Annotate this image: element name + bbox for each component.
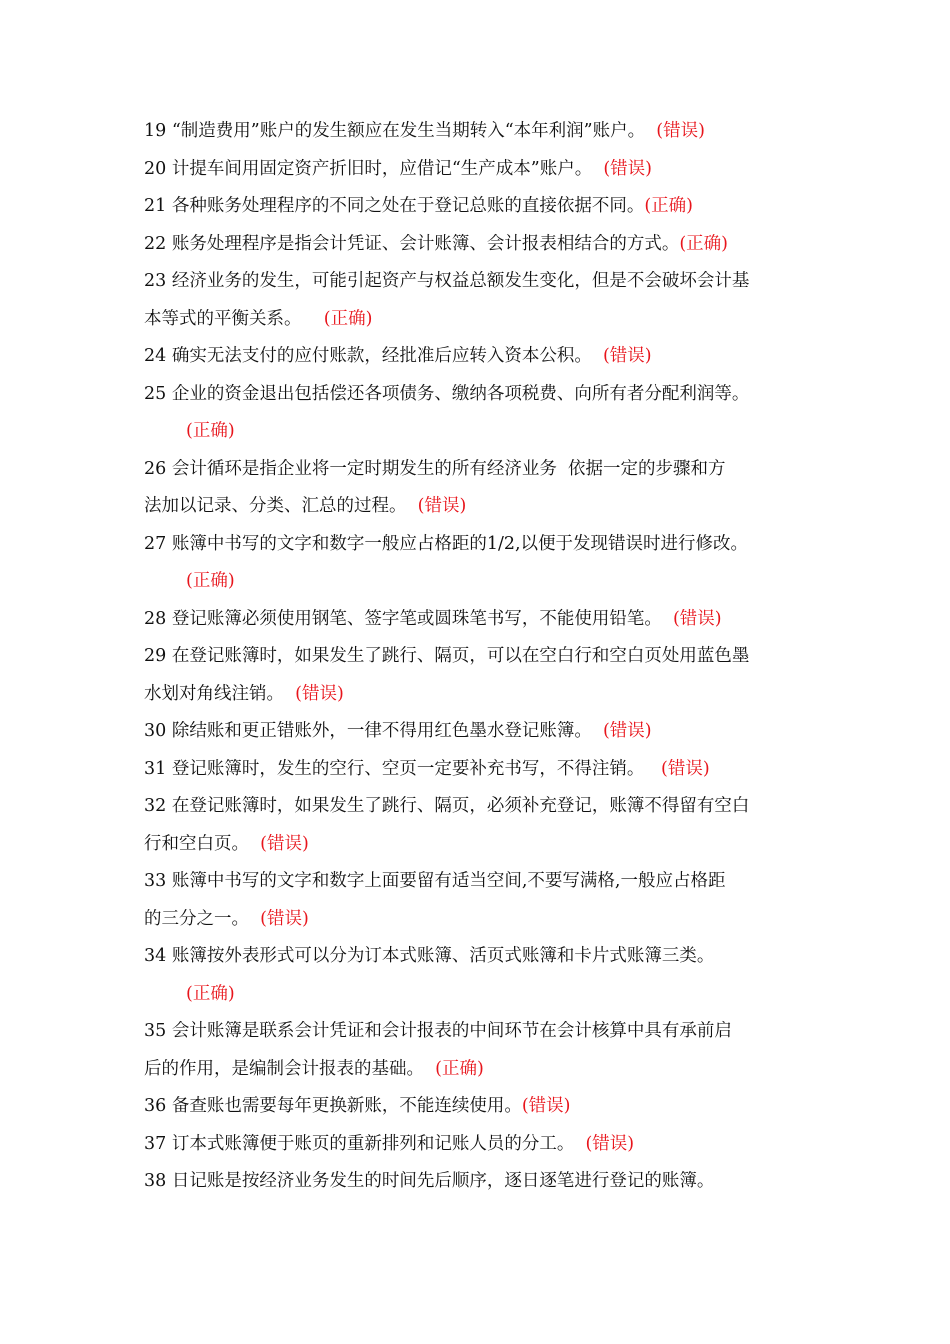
question-line <box>144 1019 732 1043</box>
question-text: 31 登记账簿时，发生的空行、空页一定要补充书写，不得注销。 <box>144 759 662 779</box>
question-text: 29 在登记账簿时，如果发生了跳行、隔页，可以在空白行和空白页处用蓝色墨 <box>144 646 750 666</box>
question-text: 19 “制造费用”账户的发生额应在发生当期转入“本年利润”账户。 <box>144 121 657 141</box>
question-line <box>144 157 652 181</box>
answer-mark: (正确) <box>323 309 373 329</box>
question-text: 21 各种账务处理程序的不同之处在于登记总账的直接依据不同。 <box>144 196 645 216</box>
question-text: 22 账务处理程序是指会计凭证、会计账簿、会计报表相结合的方式。 <box>144 234 680 254</box>
question-line <box>144 119 705 143</box>
answer-mark: (错误) <box>417 496 467 516</box>
question-line <box>144 344 652 368</box>
question-text: 34 账簿按外表形式可以分为订本式账簿、活页式账簿和卡片式账簿三类。 <box>144 946 715 966</box>
answer-mark: (错误) <box>661 759 710 779</box>
question-text: 27 账簿中书写的文字和数字一般应占格距的1/2,以便于发现错误时进行修改。 <box>144 534 749 554</box>
question-line <box>144 644 749 668</box>
answer-mark: (正确) <box>186 421 235 441</box>
question-line <box>144 1132 634 1156</box>
answer-mark: (正确) <box>644 196 693 216</box>
answer-mark: (错误) <box>295 684 344 704</box>
question-text: 24 确实无法支付的应付账款，经批准后应转入资本公积。 <box>144 346 603 366</box>
answer-mark: (错误) <box>603 159 653 179</box>
question-line <box>144 269 749 293</box>
answer-mark: (错误) <box>672 609 722 629</box>
question-line <box>144 532 748 556</box>
answer-mark: (错误) <box>260 909 309 929</box>
question-line <box>144 457 725 481</box>
question-line <box>144 869 725 893</box>
question-line <box>144 607 722 631</box>
question-line <box>144 794 749 818</box>
question-text: 法加以记录、分类、汇总的过程。 <box>144 496 418 516</box>
question-line <box>144 907 309 931</box>
answer-mark: (错误) <box>602 346 652 366</box>
question-line <box>144 682 344 706</box>
question-text: 25 企业的资金退出包括偿还各项债务、缴纳各项税费、向所有者分配利润等。 <box>144 384 750 404</box>
question-line <box>144 494 466 518</box>
answer-mark: (错误) <box>602 721 652 741</box>
question-line <box>144 1169 714 1193</box>
question-text: 的三分之一。 <box>144 909 261 929</box>
question-line <box>144 944 714 968</box>
answer-mark: (错误) <box>521 1096 571 1116</box>
question-text: 26 会计循环是指企业将一定时期发生的所有经济业务 依据一定的步骤和方 <box>144 459 726 479</box>
question-text: 30 除结账和更正错账外，一律不得用红色墨水登记账簿。 <box>144 721 603 741</box>
question-line <box>144 232 728 256</box>
question-line <box>144 382 749 406</box>
question-text: 35 会计账簿是联系会计凭证和会计报表的中间环节在会计核算中具有承前启 <box>144 1021 732 1041</box>
question-line <box>186 419 235 443</box>
answer-mark: (正确) <box>186 571 235 591</box>
question-text: 33 账簿中书写的文字和数字上面要留有适当空间,不要写满格,一般应占格距 <box>144 871 726 891</box>
question-line <box>144 1094 571 1118</box>
question-line <box>144 719 652 743</box>
question-line <box>144 194 693 218</box>
question-text: 23 经济业务的发生，可能引起资产与权益总额发生变化，但是不会破坏会计基 <box>144 271 750 291</box>
question-text: 本等式的平衡关系。 <box>144 309 324 329</box>
question-line <box>144 832 309 856</box>
question-line <box>186 569 235 593</box>
question-text: 38 日记账是按经济业务发生的时间先后顺序，逐日逐笔进行登记的账簿。 <box>144 1171 715 1191</box>
question-line <box>144 757 710 781</box>
question-text: 28 登记账簿必须使用钢笔、签字笔或圆珠笔书写，不能使用铅笔。 <box>144 609 673 629</box>
answer-mark: (错误) <box>585 1134 635 1154</box>
question-text: 32 在登记账簿时，如果发生了跳行、隔页，必须补充登记，账簿不得留有空白 <box>144 796 750 816</box>
question-line <box>144 307 372 331</box>
question-line <box>186 982 235 1006</box>
question-line <box>144 1057 484 1081</box>
question-text: 行和空白页。 <box>144 834 261 854</box>
question-text: 20 计提车间用固定资产折旧时，应借记“生产成本”账户。 <box>144 159 604 179</box>
answer-mark: (正确) <box>679 234 728 254</box>
answer-mark: (正确) <box>186 984 235 1004</box>
question-text: 36 备查账也需要每年更换新账，不能连续使用。 <box>144 1096 522 1116</box>
answer-mark: (正确) <box>435 1059 484 1079</box>
question-text: 水划对角线注销。 <box>144 684 296 704</box>
answer-mark: (错误) <box>656 121 705 141</box>
question-text: 后的作用，是编制会计报表的基础。 <box>144 1059 436 1079</box>
question-text: 37 订本式账簿便于账页的重新排列和记账人员的分工。 <box>144 1134 586 1154</box>
answer-mark: (错误) <box>260 834 309 854</box>
